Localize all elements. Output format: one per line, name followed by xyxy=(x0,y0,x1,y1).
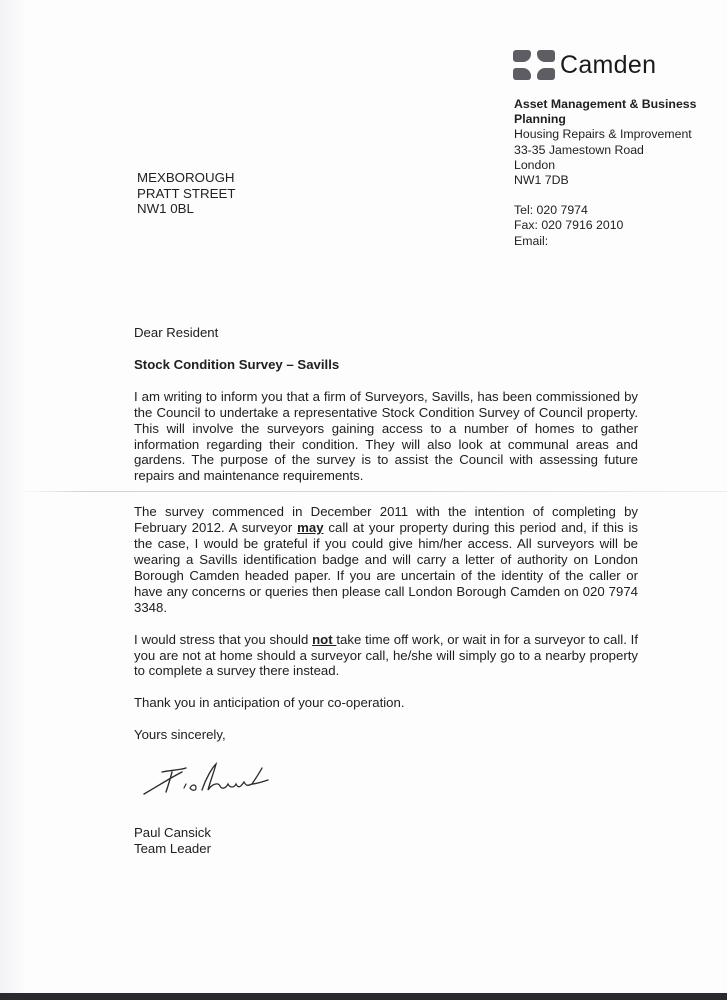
recipient-line3: NW1 0BL xyxy=(137,201,194,216)
handwritten-signature-icon xyxy=(140,758,280,808)
letter-body xyxy=(134,325,638,759)
paragraph-2-text-a: The survey commenced in December 2011 with the intention of completing by February 2012. A surveyor xyxy=(134,504,638,536)
paragraph-1: I am writing to inform you that a firm of Surveyors, Savills, has been commissioned by the Council to undertake a representative Stock Condition Survey of Council property. This will involve the surveyors gaining access to a number of homes to gather information regarding their condition. They will also look at communal areas and gardens. The purpose of the survey is to assist the Council with assessing future repairs and maintenance requirements. xyxy=(134,388,638,484)
salutation: Dear Resident xyxy=(134,325,219,340)
address-line2: London xyxy=(514,157,556,172)
signatory-block xyxy=(134,825,211,857)
paragraph-3-text-b: take time off work, or wait in for a surveyor to call. If you are not at home should a surveyor call, he/she will simply go to a nearby property to complete a survey there instead. xyxy=(134,631,638,679)
telephone: Tel: 020 7974 xyxy=(514,203,588,218)
signatory-name: Paul Cansick xyxy=(134,825,211,840)
recipient-address-block xyxy=(137,170,236,217)
sender-postcode: NW1 7DB xyxy=(514,173,569,188)
emphasis-not: not xyxy=(312,631,337,647)
paper-fold-line xyxy=(20,491,727,492)
fax: Fax: 020 7916 2010 xyxy=(514,218,624,233)
signatory-title: Team Leader xyxy=(134,841,211,856)
subject-line: Stock Condition Survey – Savills xyxy=(134,356,340,372)
address-line1: 33-35 Jamestown Road xyxy=(514,142,644,157)
closing: Yours sincerely, xyxy=(134,727,226,743)
email: Email: xyxy=(514,233,549,248)
sender-address-block xyxy=(514,97,696,249)
emphasis-may: may xyxy=(297,520,324,536)
unit-name: Housing Repairs & Improvement xyxy=(514,127,692,142)
scan-bottom-edge xyxy=(0,993,727,1000)
camden-logo xyxy=(513,50,656,80)
logo-text: Camden xyxy=(560,51,657,79)
recipient-line1: MEXBOROUGH xyxy=(137,170,235,185)
camden-logo-mark-icon xyxy=(513,50,555,80)
paragraph-4: Thank you in anticipation of your co-operation. xyxy=(134,695,405,711)
paragraph-3-text-a: I would stress that you should xyxy=(134,631,313,647)
department-name-line2: Planning xyxy=(514,112,566,127)
scan-edge-shadow xyxy=(0,0,26,993)
paragraph-2-text-b: call at your property during this period and, if this is the case, I would be grateful if you could give him/her access. All surveyors will be wearing a Savills identification badge and will carry a letter of authority on London Borough Camden headed paper. If you are uncertain of the identity of the caller or have any concerns or queries then please call London Borough Camden on 020 7974 3348. xyxy=(134,520,639,615)
recipient-line2: PRATT STREET xyxy=(137,185,236,201)
department-name-line1: Asset Management & Business xyxy=(514,97,697,111)
paragraph-2 xyxy=(134,504,638,615)
paragraph-3 xyxy=(134,632,638,680)
